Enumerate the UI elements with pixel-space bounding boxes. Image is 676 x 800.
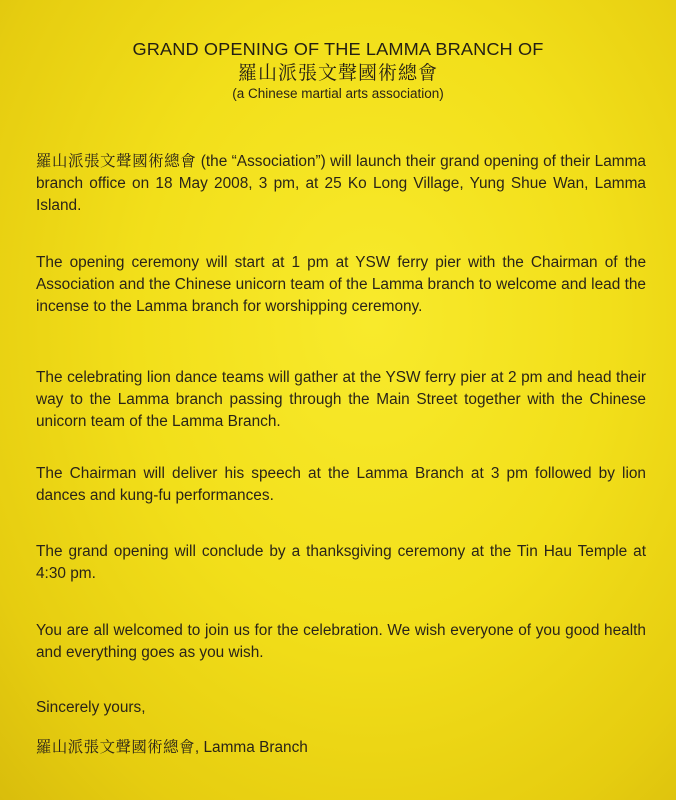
paragraph-lion-dance: The celebrating lion dance teams will gather at the YSW ferry pier at 2 pm and head their way to the Lamma branch passing through the Main Street together with the Chinese unicorn team of the Lamma Branch. [36,369,646,430]
notice-header [0,38,676,103]
paragraph-chairman-speech: The Chairman will deliver his speech at the Lamma Branch at 3 pm followed by lion dances and kung-fu performances. [36,465,646,504]
paragraph-announcement-text: (the “Association”) will launch their grand opening of their Lamma branch office on 18 May 2008, 3 pm, at 25 Ko Long Village, Yung Shue Wan, Lamma Island. [36,153,646,214]
notice-title-chinese: 羅山派張文聲國術總會 [237,62,438,84]
signature-chinese: 羅山派張文聲國術總會 [36,738,195,756]
paragraph-announcement [36,150,646,217]
paragraph-thanksgiving: The grand opening will conclude by a thanksgiving ceremony at the Tin Hau Temple at 4:30 pm. [36,543,646,582]
notice-title: GRAND OPENING OF THE LAMMA BRANCH OF [132,39,544,59]
signature-line [36,736,646,759]
paragraph-invitation: You are all welcomed to join us for the celebration. We wish everyone of you good health and everything goes as you wish. [36,622,646,661]
association-name-chinese: 羅山派張文聲國術總會 [36,152,197,170]
signature-text: , Lamma Branch [194,739,308,756]
closing-salutation: Sincerely yours, [36,699,146,716]
paragraph-opening-ceremony: The opening ceremony will start at 1 pm at YSW ferry pier with the Chairman of the Association and the Chinese unicorn team of the Lamma branch to welcome and lead the incense to the Lamma branch for worshipping ceremony. [36,254,646,315]
notice-subtitle: (a Chinese martial arts association) [232,86,444,101]
